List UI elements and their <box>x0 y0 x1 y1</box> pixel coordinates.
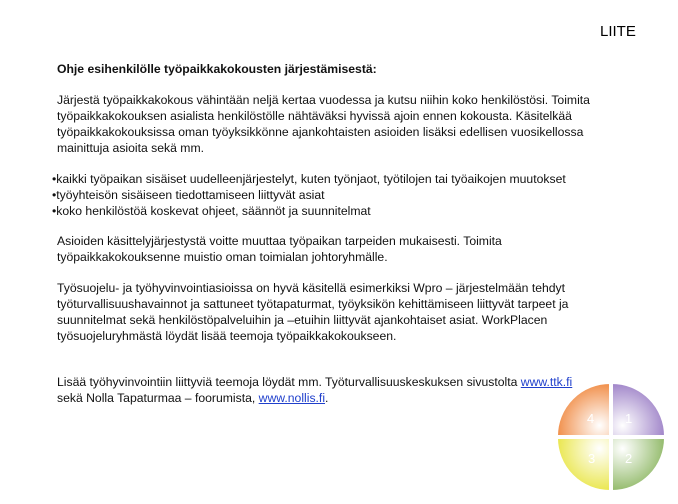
topic-bullet-list <box>52 171 632 219</box>
links-paragraph <box>57 374 617 406</box>
links-text-middle: sekä Nolla Tapaturmaa – foorumista, <box>57 391 259 405</box>
wheel-label-1: 1 <box>625 411 633 426</box>
links-text-before: Lisää työhyvinvointiin liittyviä teemoja löydät mm. Työturvallisuuskeskuksen sivustolta <box>57 375 521 389</box>
list-item: • kaikki työpaikan sisäiset uudelleenjärjestelyt, kuten työnjaot, työtilojen tai työaikojen muutokset <box>52 171 632 187</box>
links-text-after: . <box>325 391 329 405</box>
safety-paragraph: Työsuojelu- ja työhyvinvointiasioissa on hyvä käsitellä esimerkiksi Wpro – järjestelmään tehdyt työturvallisuushavainnot ja sattuneet työtapaturmat, työyksikön kehittämiseen liittyvät tarpeet ja suunnitelmat sekä henkilöstöpalveluihin ja –etuihin liittyvät ajankohtaiset asiat. WorkPlacen työsuojeluryhmästä löydät lisää teemoja työpaikkakokoukseen. <box>57 281 569 343</box>
page-header-label: LIITE <box>600 23 636 40</box>
list-item: • koko henkilöstöä koskevat ohjeet, säännöt ja suunnitelmat <box>52 203 632 219</box>
nollis-link[interactable]: www.nollis.fi <box>258 391 326 405</box>
intro-paragraph: Järjestä työpaikkakokous vähintään neljä kertaa vuodessa ja kutsu niihin koko henkilöstösi. Toimita työpaikkakokouksen asialista henkilöstölle nähtäväksi hyvissä ajoin ennen kokousta. Käsitelkää työpaikkakokouksissa oman työyksikkönne ajankohtaisten asioiden lisäksi edellisen vuosikellossa mainittuja asioita sekä mm. <box>57 93 590 155</box>
wheel-label-4: 4 <box>587 411 595 426</box>
wheel-label-2: 2 <box>625 451 633 466</box>
document-title: Ohje esihenkilölle työpaikkakokousten järjestämisestä: <box>57 62 377 76</box>
wheel-quadrant-1 <box>612 383 665 436</box>
order-paragraph: Asioiden käsittelyjärjestystä voitte muuttaa työpaikan tarpeiden mukaisesti. Toimita työpaikkakokouksenne muistio oman toimialan johtoryhmälle. <box>57 234 502 264</box>
ttk-link[interactable]: www.ttk.fi <box>520 375 573 389</box>
list-item: • työyhteisön sisäiseen tiedottamiseen liittyvät asiat <box>52 187 632 203</box>
wheel-quadrant-3 <box>557 438 610 491</box>
year-clock-wheel-icon <box>556 382 666 492</box>
wheel-quadrant-4 <box>557 383 610 436</box>
wheel-label-3: 3 <box>588 451 596 466</box>
wheel-quadrant-2 <box>612 438 665 491</box>
